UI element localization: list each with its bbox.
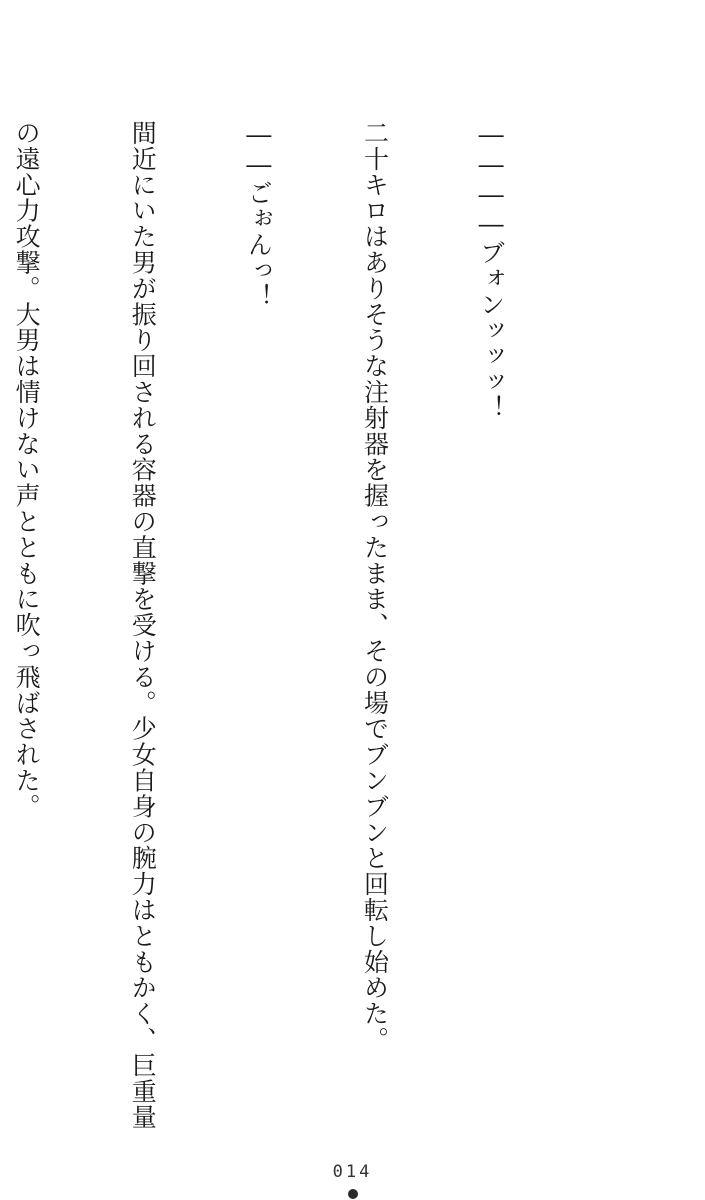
vertical-text-body — [0, 120, 587, 1130]
text-line: ――――ブォンッッッ！ — [476, 120, 506, 421]
page-dot-icon — [348, 1189, 358, 1199]
text-line: 間近にいた男が振り回される容器の直撃を受ける。少女自身の腕力はともかく、巨重量 — [128, 120, 158, 1131]
text-line: ――ごぉんっ！ — [244, 120, 274, 310]
page-number: 014 — [332, 1162, 373, 1182]
page-footer — [0, 1162, 705, 1199]
text-line: 二十キロはありそうな注射器を握ったまま、その場でブンブンと回転し始めた。 — [360, 120, 390, 1053]
text-line: の遠心力攻撃。大男は情けない声とともに吹っ飛ばされた。 — [12, 120, 42, 820]
